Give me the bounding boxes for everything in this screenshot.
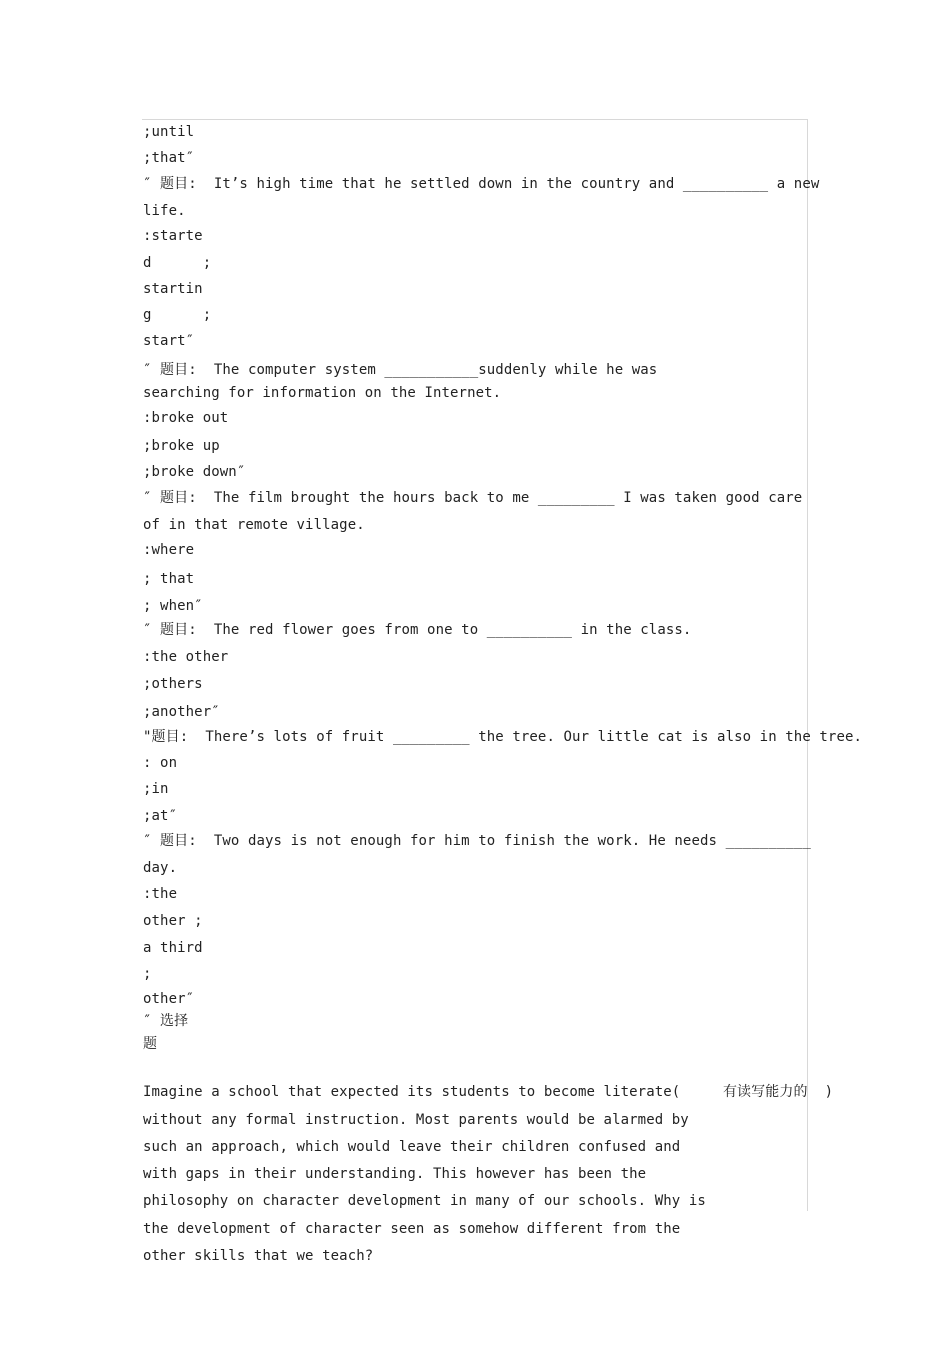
text-line: :starte — [143, 228, 203, 244]
text-line: g ; — [143, 307, 212, 323]
text-line: ″ 题目: It’s high time that he settled down in the country and __________ a new — [143, 176, 820, 192]
page-frame-right-border — [807, 119, 808, 1211]
text-line: the development of character seen as somehow different from the — [143, 1221, 681, 1237]
text-line: ;until — [143, 124, 195, 140]
text-line: ;at″ — [143, 808, 178, 824]
text-line: such an approach, which would leave their children confused and — [143, 1139, 681, 1155]
text-line: ;broke down″ — [143, 464, 246, 480]
text-line: ; — [143, 966, 152, 982]
text-line: with gaps in their understanding. This however has been the — [143, 1166, 647, 1182]
text-line: ″ 题目: The film brought the hours back to me _________ I was taken good care — [143, 490, 803, 506]
text-line: ;in — [143, 781, 169, 797]
text-line: ″ 选择 — [143, 1013, 189, 1029]
text-line: ;that″ — [143, 150, 195, 166]
text-line: other skills that we teach? — [143, 1248, 374, 1264]
text-line: :where — [143, 542, 195, 558]
text-line: ″ 题目: The computer system ___________suddenly while he was — [143, 362, 658, 378]
text-line: ; when″ — [143, 598, 203, 614]
text-line: "题目: There’s lots of fruit _________ the tree. Our little cat is also in the tree. — [143, 729, 863, 745]
text-line: startin — [143, 281, 203, 297]
page-frame-top-border — [142, 119, 808, 120]
text-line: :the other — [143, 649, 229, 665]
text-line: : on — [143, 755, 178, 771]
text-line: d ; — [143, 255, 212, 271]
text-line: a third — [143, 940, 203, 956]
text-line: searching for information on the Internet. — [143, 385, 502, 401]
text-line: :broke out — [143, 410, 229, 426]
text-line: ;another″ — [143, 704, 220, 720]
text-line: other″ — [143, 991, 195, 1007]
text-line: ;others — [143, 676, 203, 692]
text-line: ; that — [143, 571, 195, 587]
text-line: of in that remote village. — [143, 517, 365, 533]
text-line: 题 — [143, 1036, 158, 1052]
text-line: ″ 题目: Two days is not enough for him to finish the work. He needs __________ — [143, 833, 811, 849]
text-line: without any formal instruction. Most parents would be alarmed by — [143, 1112, 689, 1128]
text-line: philosophy on character development in many of our schools. Why is — [143, 1193, 706, 1209]
text-line: day. — [143, 860, 178, 876]
text-line: start″ — [143, 333, 195, 349]
text-line: Imagine a school that expected its students to become literate( 有读写能力的 ) — [143, 1084, 834, 1100]
text-line: ;broke up — [143, 438, 220, 454]
text-line: ″ 题目: The red flower goes from one to __________ in the class. — [143, 622, 692, 638]
text-line: other ; — [143, 913, 203, 929]
text-line: life. — [143, 203, 186, 219]
text-line: :the — [143, 886, 178, 902]
